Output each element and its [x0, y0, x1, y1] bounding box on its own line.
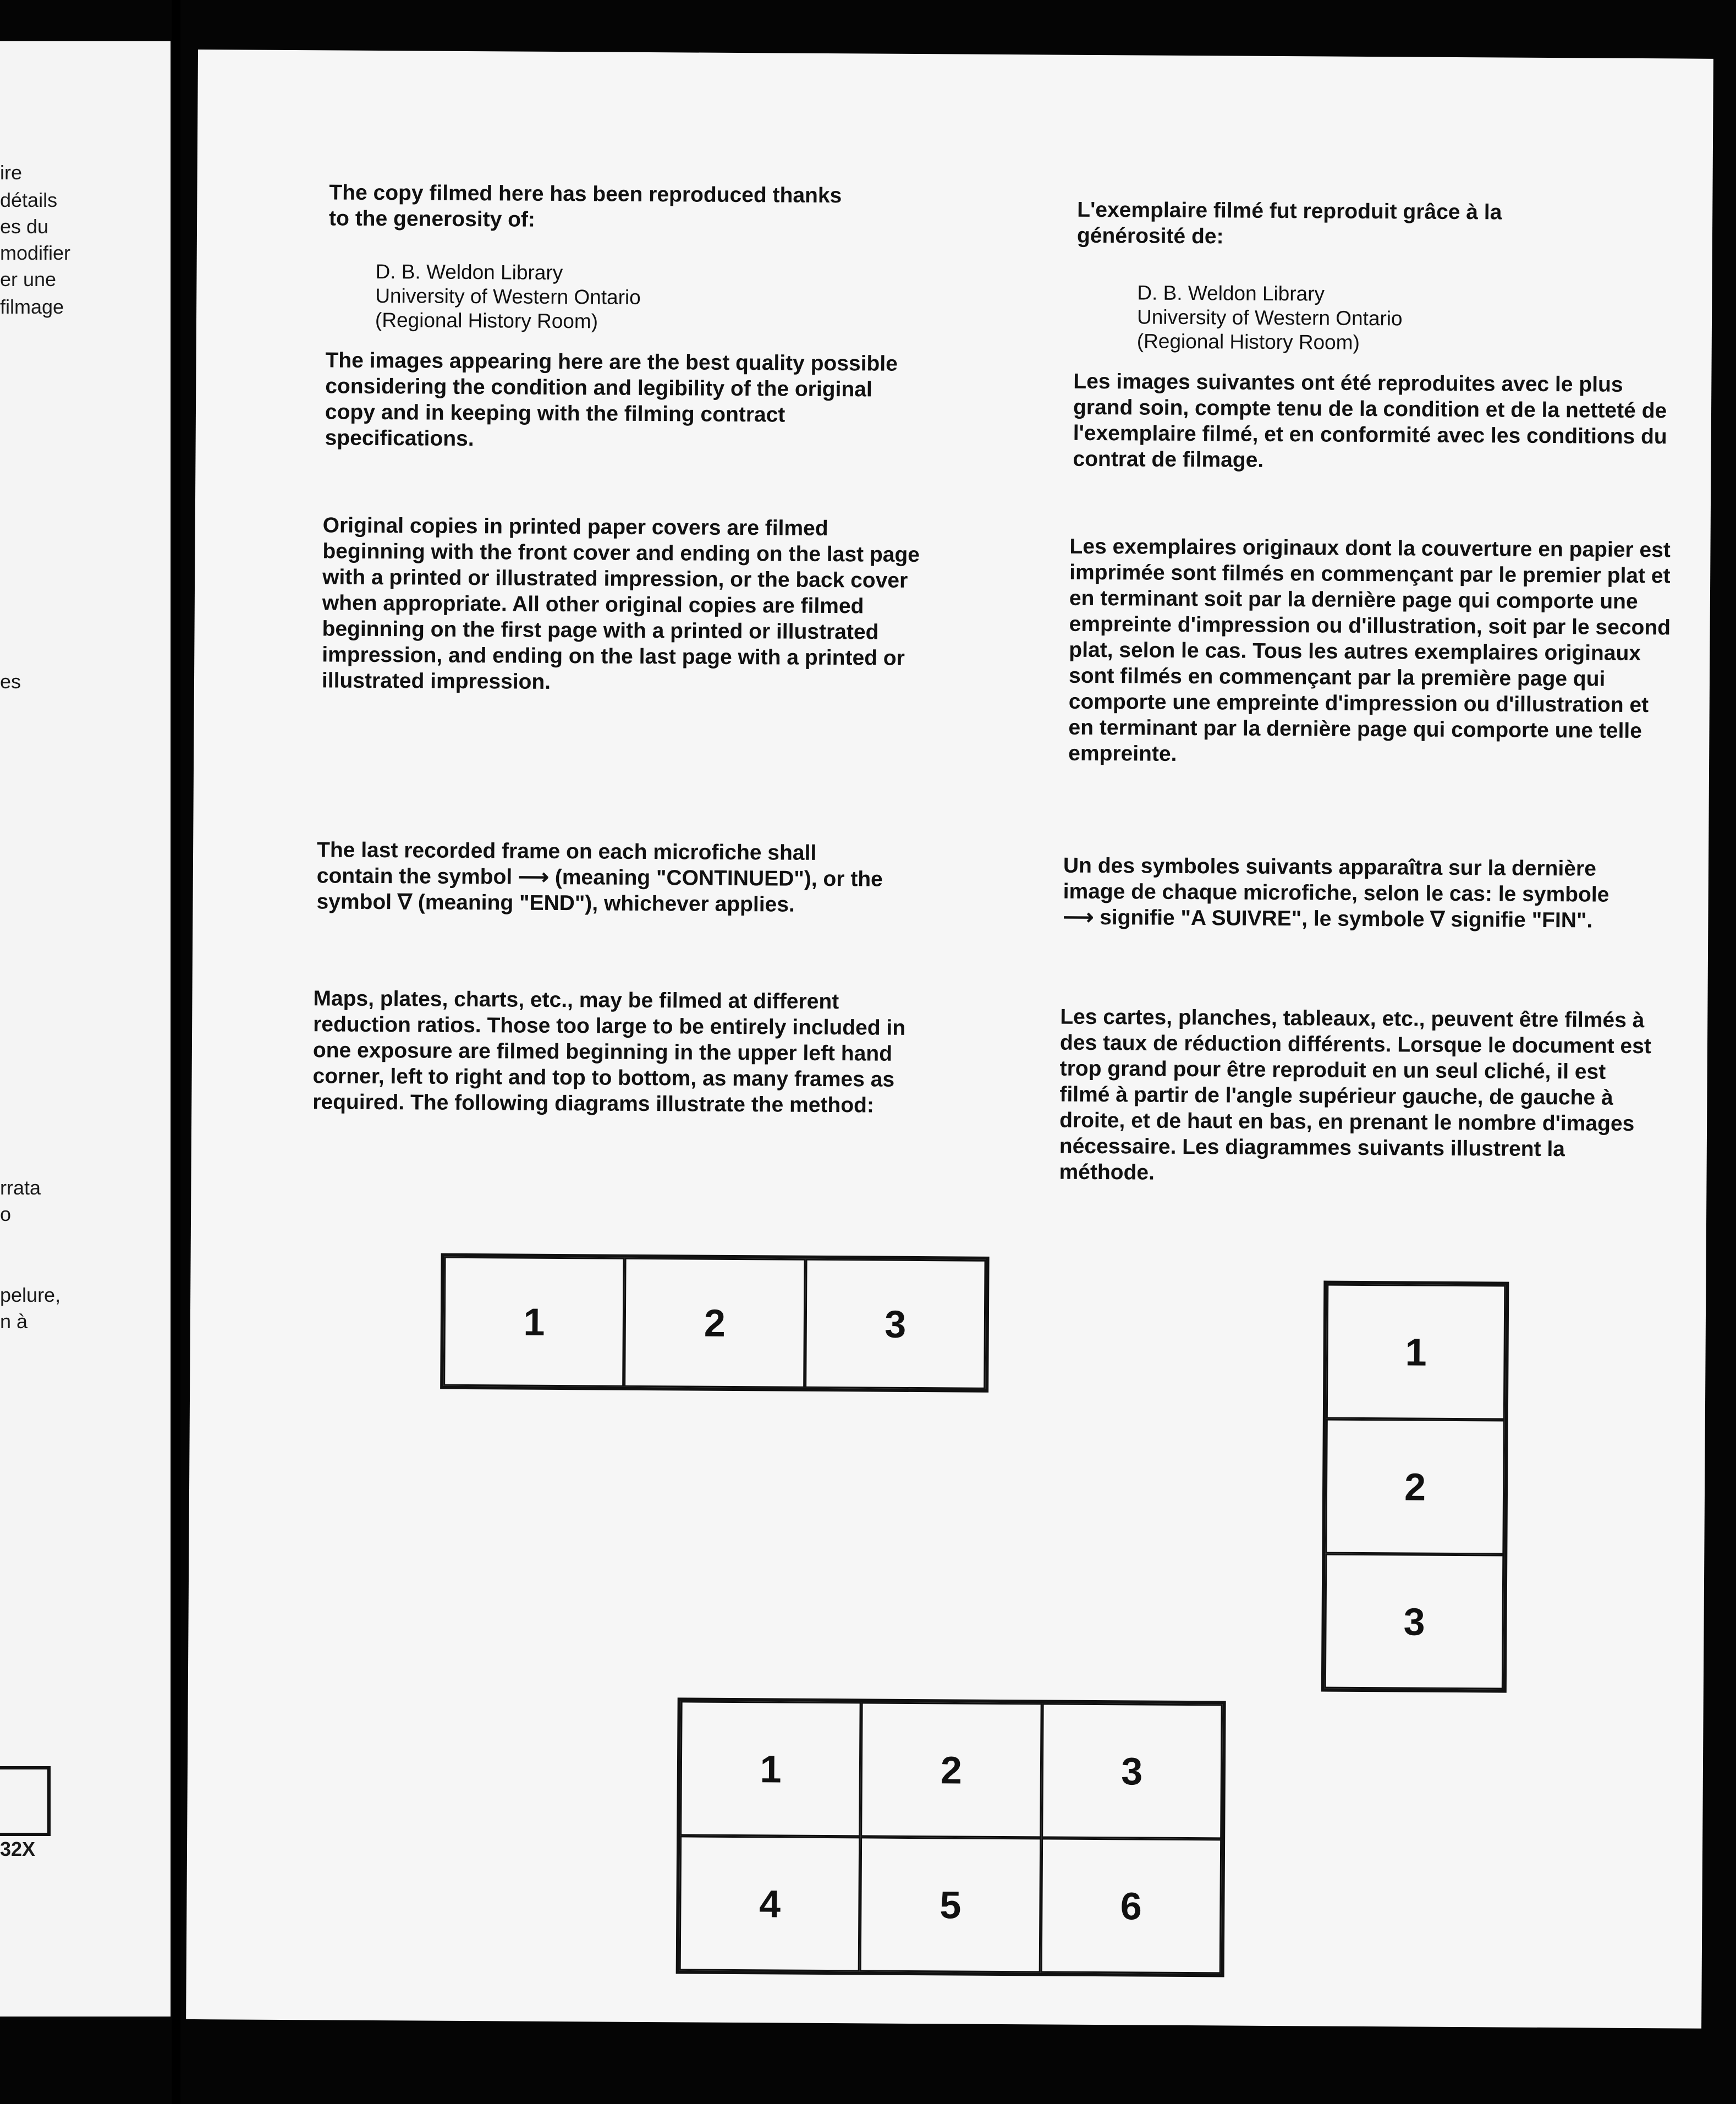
- page-gutter: [172, 0, 180, 2104]
- left-text-fragment: modifier: [0, 242, 71, 264]
- diagram-cell: 2: [861, 1702, 1042, 1838]
- left-partial-page: [0, 41, 171, 2017]
- french-intro-line2: générosité de:: [1076, 223, 1224, 249]
- library-room: (Regional History Room): [1136, 330, 1360, 354]
- left-text-fragment: es: [0, 670, 21, 693]
- library-name: D. B. Weldon Library: [1137, 281, 1325, 305]
- left-text-fragment: rrata: [0, 1176, 41, 1199]
- english-symbols-paragraph: The last recorded frame on each microfiche shall contain the symbol ⟶ (meaning "CONTINUED"), or the symbol ∇ (meaning "END"), whichever applies.: [316, 838, 883, 917]
- left-scale-label: 32X: [0, 1838, 36, 1860]
- diagram-horizontal: [440, 1253, 989, 1393]
- english-maps-paragraph: Maps, plates, charts, etc., may be filmed at different reduction ratios. Those too large to be entirely included in one exposure are filmed beginning in the upper left hand corner, left to right and top to bottom, as many frames as required. The following diagrams illustrate the method:: [312, 987, 906, 1117]
- left-text-fragment: ire: [0, 161, 23, 184]
- diagram-cell: 1: [680, 1701, 861, 1837]
- english-library-block: [375, 260, 641, 334]
- diagram-cell: 4: [679, 1835, 861, 1971]
- french-covers-paragraph: Les exemplaires originaux dont la couverture en papier est imprimée sont filmés en commençant par le premier plat et en terminant soit par la dernière page qui comporte une empreinte d'impression ou d'illustration, soit par le second plat, selon le cas. Tous les autres exemplaires originaux sont filmés en commençant par la première page qui comporte une empreinte d'impression ou d'illustration et en terminant par la dernière page qui comporte une telle empreinte.: [1068, 534, 1671, 766]
- french-symbols-paragraph: Un des symboles suivants apparaîtra sur la dernière image de chaque microfiche, selon le cas: le symbole ⟶ signifie "A SUIVRE", le symbole ∇ signifie "FIN".: [1063, 853, 1609, 933]
- diagram-cell: 5: [860, 1837, 1041, 1972]
- diagram-cell: 3: [1041, 1703, 1223, 1839]
- diagram-cell: 2: [624, 1258, 805, 1388]
- left-text-fragment: o: [0, 1203, 12, 1225]
- continued-arrow-icon: ⟶: [1063, 905, 1094, 929]
- left-text-fragment: er une: [0, 268, 57, 291]
- continued-arrow-icon: ⟶: [518, 865, 550, 889]
- diagram-cell: 3: [1325, 1554, 1504, 1690]
- left-text-fragment: pelure,: [0, 1284, 61, 1306]
- french-maps-paragraph: Les cartes, planches, tableaux, etc., peuvent être filmés à des taux de réduction différents. Lorsque le document est trop grand pour être reproduit en un seul cliché, il est filmé à partir de l'angle supérieur gauche, de gauche à droite, et de haut en bas, en prenant le nombre d'images nécessaire. Les diagrammes suivants illustrent la méthode.: [1059, 1005, 1651, 1185]
- english-intro-line1: The copy filmed here has been reproduced thanks: [329, 180, 842, 208]
- library-name: D. B. Weldon Library: [375, 260, 563, 284]
- english-covers-paragraph: Original copies in printed paper covers are filmed beginning with the front cover and ending on the last page with a printed or illustrated impression, or the back cover when appropriate. All other original copies are filmed beginning on the first page with a printed or illustrated impression, and ending on the last page with a printed or illustrated impression.: [321, 513, 920, 694]
- diagram-cell: 2: [1325, 1419, 1504, 1555]
- english-quality-paragraph: The images appearing here are the best quality possible considering the condition and legibility of the original copy and in keeping with the filming contract specifications.: [325, 348, 898, 451]
- diagram-cell: 1: [1326, 1284, 1506, 1420]
- diagram-vertical: [1321, 1281, 1509, 1693]
- french-intro: [1077, 197, 1650, 252]
- french-intro-line1: L'exemplaire filmé fut reproduit grâce à la: [1077, 198, 1502, 224]
- left-text-fragment: n à: [0, 1310, 28, 1333]
- library-university: University of Western Ontario: [375, 284, 641, 309]
- french-library-block: [1137, 281, 1403, 355]
- diagram-cell: 3: [805, 1259, 986, 1389]
- left-text-fragment: es du: [0, 215, 49, 238]
- english-intro: [329, 179, 957, 235]
- end-triangle-icon: ∇: [1430, 907, 1445, 932]
- french-quality-paragraph: Les images suivantes ont été reproduites avec le plus grand soin, compte tenu de la condition et de la netteté de l'exemplaire filmé, et en conformité avec les conditions du contrat de filmage.: [1073, 369, 1667, 472]
- main-page: [186, 50, 1713, 2029]
- left-text-fragment: détails: [0, 189, 58, 211]
- diagram-cell: 1: [443, 1257, 625, 1387]
- diagram-cell: 6: [1040, 1838, 1222, 1974]
- english-intro-line2: to the generosity of:: [328, 206, 536, 232]
- left-text-fragment: filmage: [0, 295, 64, 318]
- end-triangle-icon: ∇: [397, 890, 413, 914]
- diagram-grid: [676, 1697, 1226, 1977]
- library-room: (Regional History Room): [375, 308, 598, 333]
- left-partial-box: [0, 1766, 51, 1836]
- library-university: University of Western Ontario: [1136, 305, 1403, 330]
